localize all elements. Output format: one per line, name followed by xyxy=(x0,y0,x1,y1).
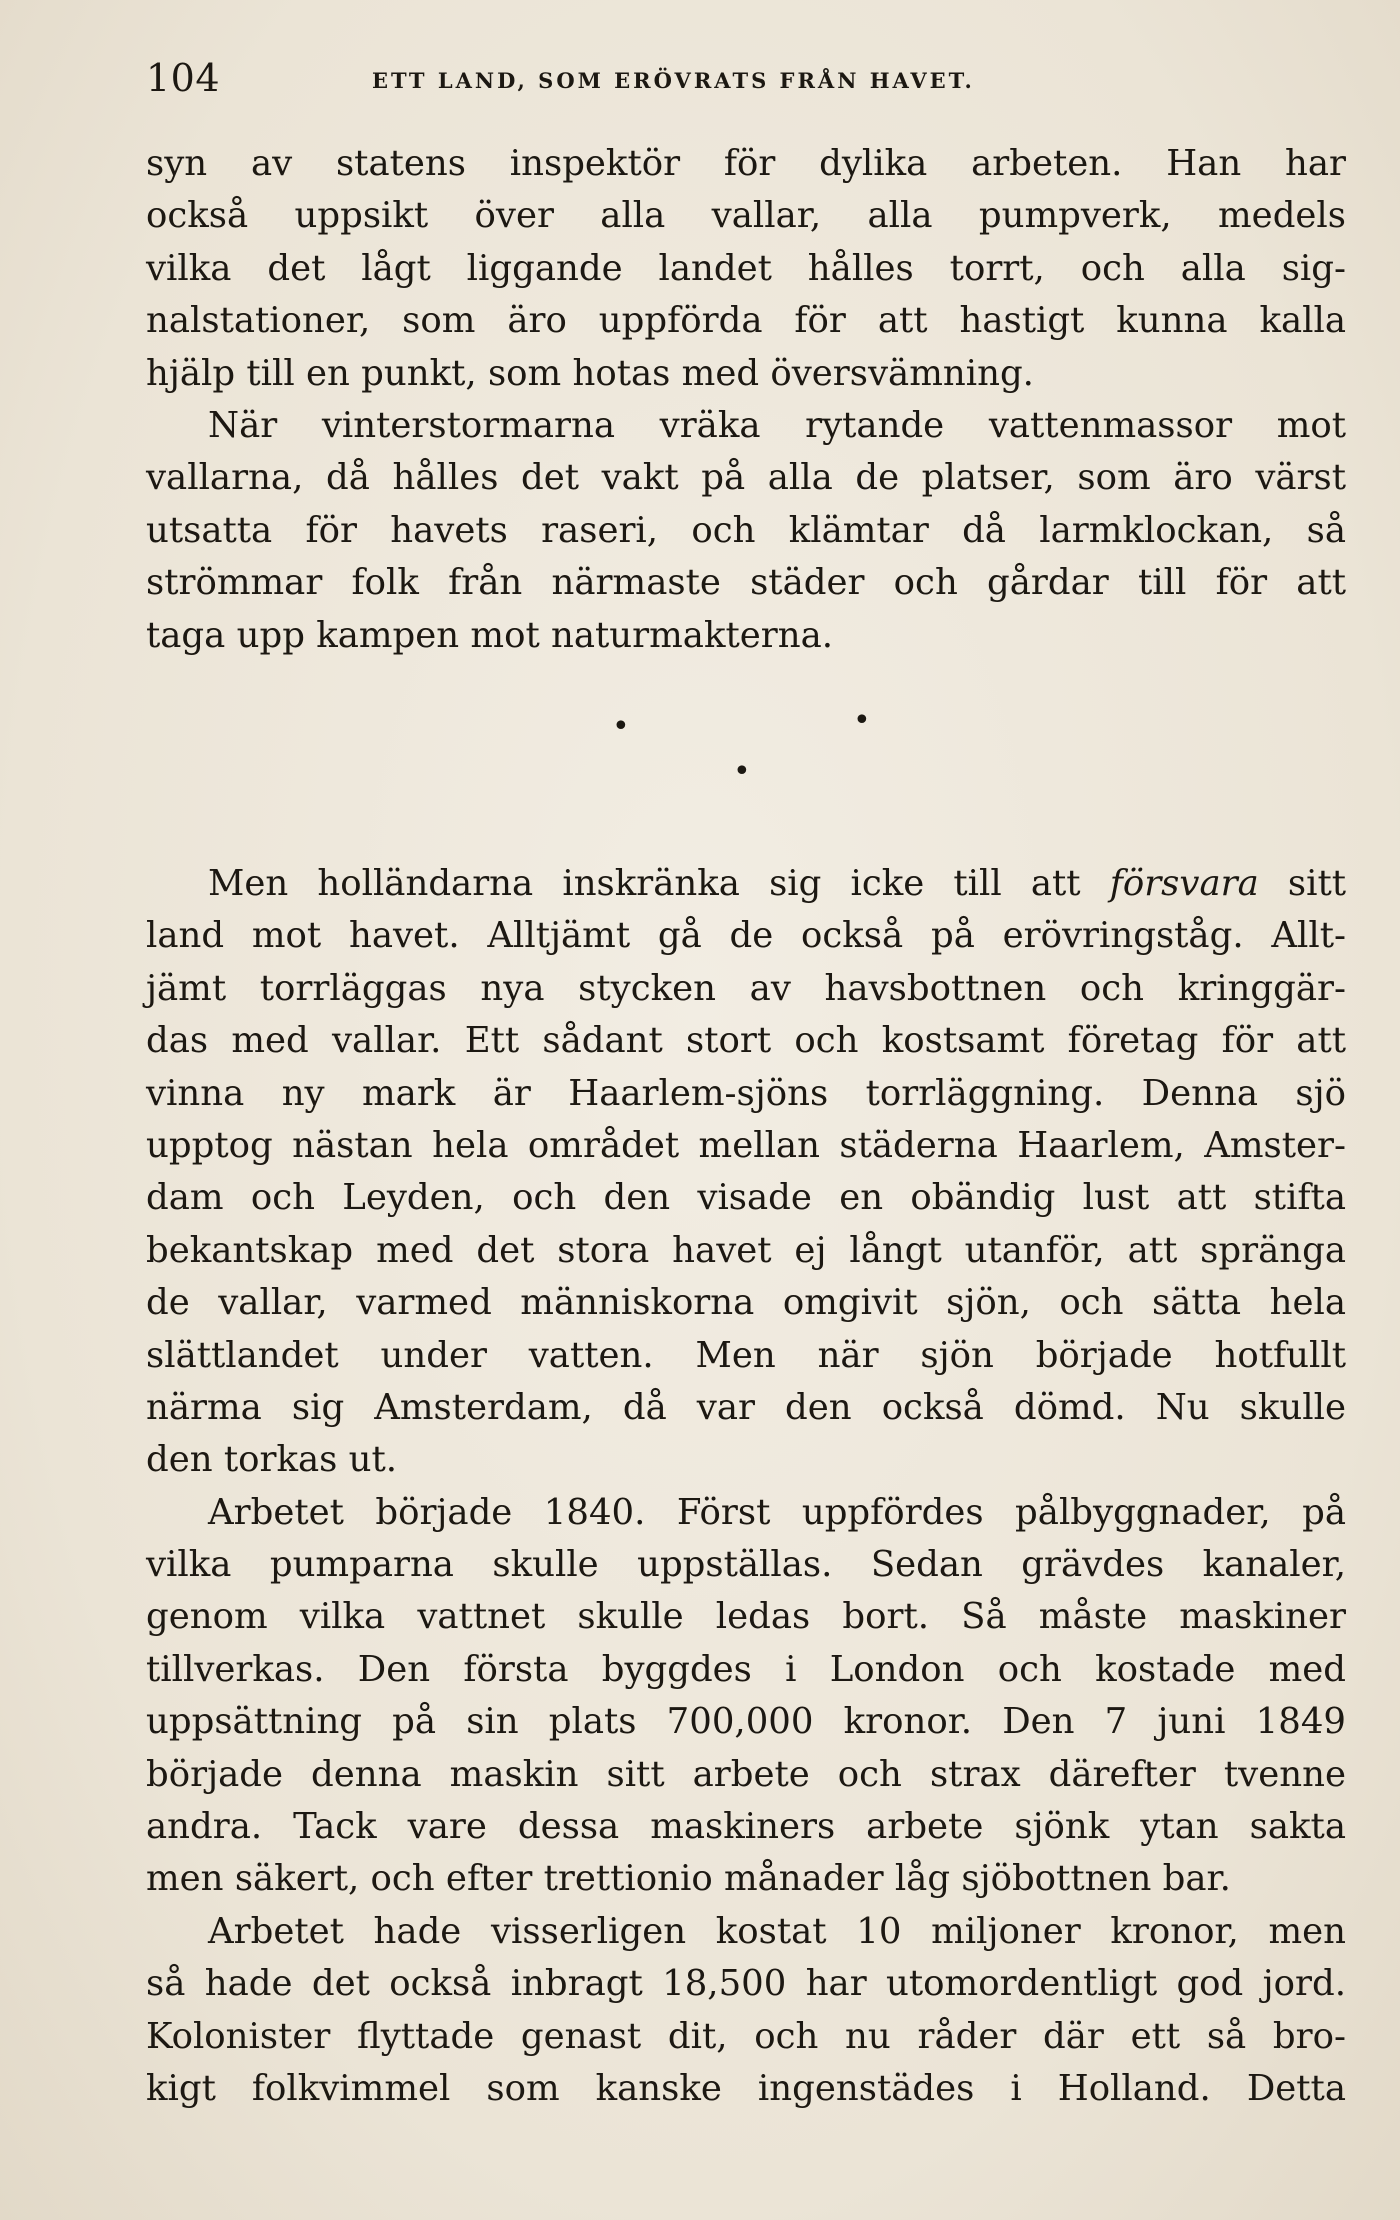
text-line: närma sig Amsterdam, då var den också dömd. Nu skulle xyxy=(146,1386,1346,1428)
text-line: utsatta för havets raseri, och klämtar då larmklockan, så xyxy=(146,509,1346,551)
text-line: tillverkas. Den första byggdes i London och kostade med xyxy=(146,1648,1346,1690)
text-line: andra. Tack vare dessa maskiners arbete sjönk ytan sakta xyxy=(146,1806,1346,1848)
text-fragment: Men holländarna inskränka sig icke till att xyxy=(208,863,1081,904)
paragraph-group-bottom xyxy=(146,858,1346,2115)
text-line: vilka pumparna skulle uppställas. Sedan grävdes kanaler, xyxy=(146,1544,1346,1586)
text-line: Kolonister flyttade genast dit, och nu råder där ett så bro- xyxy=(146,2015,1346,2057)
page-header xyxy=(146,50,1336,110)
text-line: så hade det också inbragt 18,500 har utomordentligt god jord. xyxy=(146,1963,1346,2005)
page-number: 104 xyxy=(146,56,221,100)
text-line: men säkert, och efter trettionio månader låg sjöbottnen bar. xyxy=(146,1858,1231,1900)
text-line: nalstationer, som äro uppförda för att hastigt kunna kalla xyxy=(146,300,1346,342)
text-line: dam och Leyden, och den visade en obändig lust att stifta xyxy=(146,1177,1346,1219)
text-line: uppsättning på sin plats 700,000 kronor. Den 7 juni 1849 xyxy=(146,1701,1346,1743)
text-line: bekantskap med det stora havet ej långt utanför, att spränga xyxy=(146,1229,1346,1271)
text-line: Arbetet började 1840. Först uppfördes pålbyggnader, på xyxy=(208,1491,1346,1533)
ornament-dot: • xyxy=(612,709,630,744)
text-line: kigt folkvimmel som kanske ingenstädes i Holland. Detta xyxy=(146,2067,1346,2109)
text-line: de vallar, varmed människorna omgivit sjön, och sätta hela xyxy=(146,1282,1346,1324)
text-line: land mot havet. Alltjämt gå de också på erövringståg. Allt- xyxy=(146,915,1346,957)
text-line: genom vilka vattnet skulle ledas bort. Så måste maskiner xyxy=(146,1596,1346,1638)
running-title: ETT LAND, SOM ERÖVRATS FRÅN HAVET. xyxy=(372,68,975,93)
text-line: vilka det lågt liggande landet hålles torrt, och alla sig- xyxy=(146,247,1346,289)
text-line: das med vallar. Ett sådant stort och kostsamt företag för att xyxy=(146,1020,1346,1062)
text-line: började denna maskin sitt arbete och strax därefter tvenne xyxy=(146,1753,1346,1795)
text-line: vinna ny mark är Haarlem-sjöns torrläggning. Denna sjö xyxy=(146,1072,1346,1114)
emphasized-word: försvara xyxy=(1109,863,1259,904)
text-line: hjälp till en punkt, som hotas med översvämning. xyxy=(146,352,1034,394)
text-line: När vinterstormarna vräka rytande vattenmassor mot xyxy=(208,404,1346,446)
text-line: slättlandet under vatten. Men när sjön började hotfullt xyxy=(146,1334,1346,1376)
text-fragment: sitt xyxy=(1287,863,1346,904)
text-line: jämt torrläggas nya stycken av havsbottnen och kringgär- xyxy=(146,967,1346,1009)
text-line: strömmar folk från närmaste städer och gårdar till för att xyxy=(146,562,1346,604)
ornament-dot: • xyxy=(733,754,751,789)
paragraph-group-top xyxy=(146,138,1346,662)
ornament-dot: • xyxy=(853,703,871,738)
text-line: syn av statens inspektör för dylika arbeten. Han har xyxy=(146,143,1346,184)
text-line: Arbetet hade visserligen kostat 10 miljoner kronor, men xyxy=(208,1910,1346,1952)
text-line: upptog nästan hela området mellan städerna Haarlem, Amster- xyxy=(146,1124,1346,1166)
text-line: taga upp kampen mot naturmakterna. xyxy=(146,614,834,656)
text-line: också uppsikt över alla vallar, alla pumpverk, medels xyxy=(146,195,1346,237)
text-line: vallarna, då hålles det vakt på alla de platser, som äro värst xyxy=(146,457,1346,499)
text-line: den torkas ut. xyxy=(146,1439,398,1481)
text-line xyxy=(146,858,1346,910)
